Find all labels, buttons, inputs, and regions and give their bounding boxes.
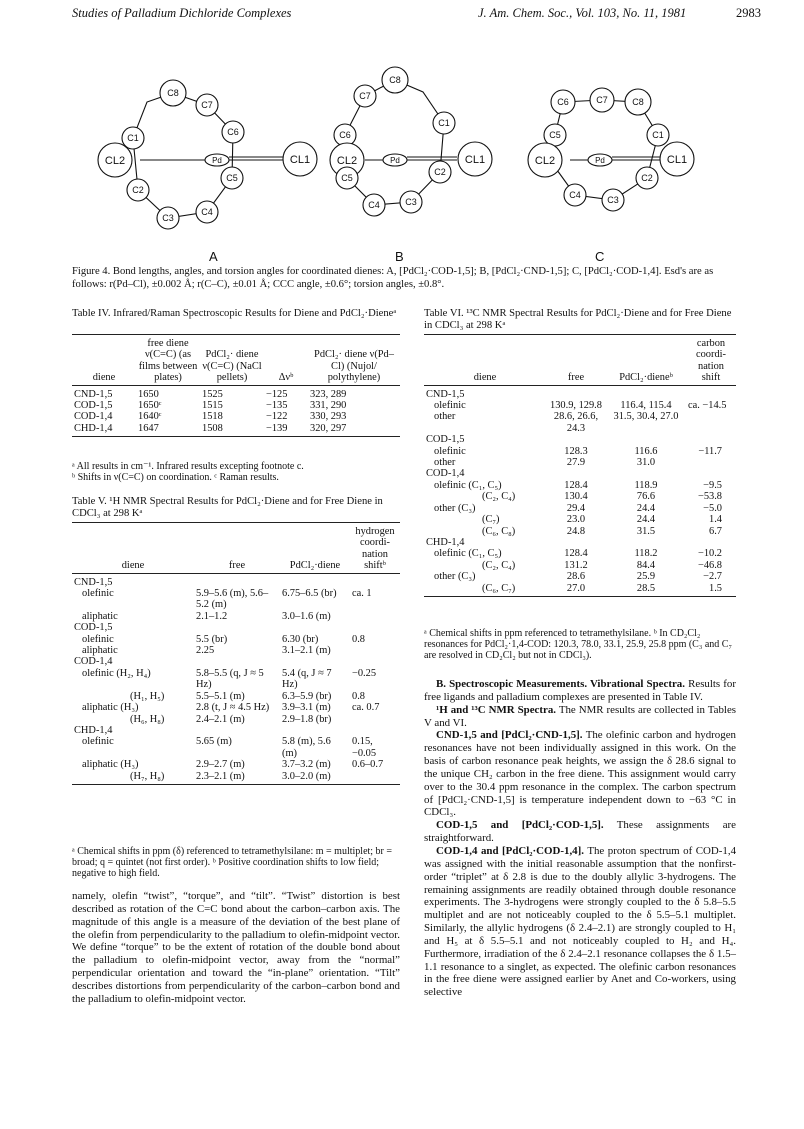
atom-label: C3 xyxy=(405,197,417,207)
atom-label: C3 xyxy=(607,195,619,205)
atom-label: CL1 xyxy=(289,154,311,166)
table-6-header: free xyxy=(546,338,606,385)
atom-label: Pd xyxy=(212,156,222,165)
atom-label: C1 xyxy=(438,118,450,128)
atom-label: C4 xyxy=(368,200,380,210)
table-5 xyxy=(72,522,400,785)
atom-label: C7 xyxy=(201,100,213,110)
table-5-header: PdCl₂·diene xyxy=(280,526,350,573)
atom-label: C8 xyxy=(167,88,179,98)
table-row: CND-1,5 xyxy=(426,388,465,400)
journal-citation: J. Am. Chem. Soc., Vol. 103, No. 11, 1981 xyxy=(478,6,687,20)
atom-label: C6 xyxy=(557,97,569,107)
table-row: (C₆, C₇) 27.0 28.5 1.5 xyxy=(424,583,736,597)
section-heading: COD-1,5 and [PdCl₂·COD-1,5]. xyxy=(436,819,604,832)
atom-label: C6 xyxy=(227,127,239,137)
table-6-caption: Table VI. ¹³C NMR Spectral Results for PdCl₂·Diene and for Free Diene in CDCl₃ at 298 Kᵃ xyxy=(424,308,732,331)
table-6-footnote: ᵃ Chemical shifts in ppm referenced to tetramethylsilane. ᵇ In CD₂Cl₂ resonances for PdCl₂·1,4-COD: 120.3, 78.0, 33.1, 25.9, 25.8 ppm (C₃ and C₇ are resolved in CD₂Cl₂ but not in CDCl₃). xyxy=(424,628,732,662)
atom-label: Pd xyxy=(390,156,400,165)
panel-label-c: C xyxy=(595,249,605,264)
paragraph: B. Spectroscopic Measurements. Vibrational Spectra. Results for free ligands and palladium complexes are presented in Table IV. xyxy=(424,678,736,703)
table-row: aliphatic (H₃) 2.8 (t, J ≈ 4.5 Hz) 3.9–3.1 (m) ca. 0.7 xyxy=(82,702,380,714)
table-row: (H₇, H₈) 2.3–2.1 (m) 3.0–2.0 (m) xyxy=(72,771,400,785)
table-4-footnote: ᵃ All results in cm⁻¹. Infrared results excepting footnote c. xyxy=(72,461,304,472)
atom-label: CL1 xyxy=(666,154,688,166)
table-row: olefinic (C₁, C₅) 128.4 118.2 −10.2 xyxy=(434,548,722,560)
paragraph: COD-1,4 and [PdCl₂·COD-1,4]. The proton spectrum of COD-1,4 was assigned with the initial reasonable assumption that the nonfirst-order “triplet” at δ 2.8 is due to the doubly allylic 3-hydrogens. The remaining assignments are readily obtained through double resonance experiments. The 3-hydrogens were strongly coupled to the δ 5.8–5.5 multiplet and are not noticeably coupled to the δ 5.5–5.1 multiplet. Similarly, the allylic hydrogens (δ 2.4–2.1) are strongly coupled to H₁ and H₅ at δ 5.5–5.1 and not noticeably coupled to H₂ and H₄. Furthermore, irradiation of the δ 2.4–2.1 resonance collapses the δ 1.5–1.1 resonance to a singlet, as expected. The olefinic carbon resonances in the free diene were assigned earlier by Anet and Co-workers, using selective xyxy=(424,844,737,999)
atom-label: CL2 xyxy=(104,155,126,167)
running-title: Studies of Palladium Dichloride Complexes xyxy=(72,6,292,20)
table-row: CHD-1,4 xyxy=(74,724,113,736)
table-row: (C₂, C₄) 131.2 84.4 −46.8 xyxy=(482,559,722,571)
table-row: aliphatic (H₃) 2.9–2.7 (m) 3.7–3.2 (m) 0.6–0.7 xyxy=(82,759,384,771)
table-row: (H₆, H₈) 2.4–2.1 (m) 2.9–1.8 (br) xyxy=(130,713,332,725)
table-6-header: diene xyxy=(424,338,546,385)
atom-label: C5 xyxy=(226,173,238,183)
table-row: aliphatic 2.25 3.1–2.1 (m) xyxy=(82,645,331,657)
table-row: (C₆, C₈) 24.8 31.5 6.7 xyxy=(482,525,722,537)
figure-caption: Figure 4. Bond lengths, angles, and torsion angles for coordinated dienes: A, [PdCl₂·COD-1,5]; B, [PdCl₂·CND-1,5]; C, [PdCl₂·COD-1,4]. Esd's are as follows: r(Pd–Cl), ±0.002 Å; r(C–C), ±0.01 Å; CCC angle, ±0.6°; torsion angles, ±0.8°. xyxy=(72,266,714,290)
table-row: CND-1,5 xyxy=(74,576,113,588)
table-5-header: free xyxy=(194,526,280,573)
atom-label: C7 xyxy=(359,91,371,101)
atom-label: C4 xyxy=(569,190,581,200)
table-4-footnote: ᵇ Shifts in ν(C=C) on coordination. ᶜ Raman results. xyxy=(72,472,279,483)
panel-label-b: B xyxy=(395,249,404,264)
table-row: COD-1,4 xyxy=(74,656,113,668)
table-6 xyxy=(424,334,736,597)
table-row: COD-1,5 xyxy=(426,434,465,446)
atom-label: CL2 xyxy=(534,155,556,167)
atom-label: C1 xyxy=(127,133,139,143)
table-row: (C₇) 23.0 24.4 1.4 xyxy=(482,514,722,526)
section-heading: ¹H and ¹³C NMR Spectra. xyxy=(436,703,557,716)
atom-label: C5 xyxy=(341,173,353,183)
paragraph: COD-1,5 and [PdCl₂·COD-1,5]. These assignments are straightforward. xyxy=(424,819,736,845)
body-text-right xyxy=(424,678,736,999)
atom-label: CL1 xyxy=(464,154,486,166)
table-row: aliphatic 2.1–1.2 3.0–1.6 (m) xyxy=(82,610,331,622)
table-row: COD-1,4 1640ᶜ 1518 −122 330, 293 xyxy=(74,411,347,423)
table-5-footnote: ᵃ Chemical shifts in ppm (δ) referenced to tetramethylsilane: m = multiplet; br = broad; q = quintet (not first order). ᵇ Positive coordination shifts to low field; negative to high field. xyxy=(72,846,393,880)
table-5-header: diene xyxy=(72,526,194,573)
table-6-header: carbon coordi- nation shift xyxy=(686,338,736,385)
atom-label: C6 xyxy=(339,130,351,140)
table-4 xyxy=(72,334,400,437)
table-row: olefinic 130.9, 129.8 116.4, 115.4 ca. −14.5 xyxy=(434,400,727,412)
table-row: olefinic (H₂, H₄) 5.8–5.5 (q, J ≈ 5 Hz) 5.4 (q, J ≈ 7 Hz) −0.25 xyxy=(82,667,377,691)
atom-label: CL2 xyxy=(336,155,358,167)
page-number: 2983 xyxy=(736,6,761,20)
table-4-header: Δνᵇ xyxy=(264,338,308,385)
paragraph: namely, olefin “twist”, “torque”, and “tilt”. “Twist” distortion is best described as rotation of the C=C bond about the carbon–carbon axis. The magnitude of this angle is a measure of the deviation of the best plane of the olefin from perpendicularity to the palladium to olefin-midpoint vector. We define “torque” to be the extent of rotation of the double bond about the palladium to olefin-midpoint vector, away from the “normal” perpendicular orientation and toward the “in-plane” orientation. “Tilt” describes distortions from perpendicularity of the carbon–carbon bond and the palladium to olefin-midpoint vector. xyxy=(72,890,400,1005)
atom-label: C2 xyxy=(434,167,446,177)
paragraph: ¹H and ¹³C NMR Spectra. The NMR results are collected in Tables V and VI. xyxy=(424,703,737,729)
table-5-header: hydrogen coordi- nation shiftᵇ xyxy=(350,526,400,573)
table-row: CHD-1,4 xyxy=(426,536,465,548)
table-row: (H₁, H₅) 5.5–5.1 (m) 6.3–5.9 (br) 0.8 xyxy=(130,690,365,702)
paragraph: CND-1,5 and [PdCl₂·CND-1,5]. The olefinic carbon and hydrogen resonances have not been individually assigned in this work. On the basis of carbon resonance peak heights, we assign the δ 28.6 signal to the unique CH₂ carbon in the free diene. This assignment would carry over to the 30.4 ppm resonance in the complex. The carbon spectrum of [PdCl₂·CND-1,5] is temperature independent down to −63 °C in CDCl₃. xyxy=(424,729,736,819)
table-row: olefinic (C₁, C₅) 128.4 118.9 −9.5 xyxy=(434,479,722,491)
atom-label: Pd xyxy=(595,156,605,165)
section-heading: B. Spectroscopic Measurements. Vibrational Spectra. xyxy=(436,678,685,690)
table-4-header: free diene ν(C=C) (as films between plates) xyxy=(136,338,200,385)
table-6-header: PdCl₂·dieneᵇ xyxy=(606,338,686,385)
atom-label: C8 xyxy=(389,75,401,85)
table-5-caption: Table V. ¹H NMR Spectral Results for PdCl₂·Diene and for Free Diene in CDCl₃ at 298 Kᵃ xyxy=(72,496,383,519)
atom-label: C4 xyxy=(201,207,213,217)
table-row: COD-1,5 1650ᶜ 1515 −135 331, 290 xyxy=(74,400,347,412)
table-4-header: PdCl₂· diene ν(C=C) (NaCl pellets) xyxy=(200,338,264,385)
body-text-left xyxy=(72,890,400,1006)
table-row: olefinic 5.5 (br) 6.30 (br) 0.8 xyxy=(82,633,365,645)
table-row: olefinic 128.3 116.6 −11.7 xyxy=(434,445,722,457)
table-row: COD-1,4 xyxy=(426,468,465,480)
section-heading: CND-1,5 and [PdCl₂·CND-1,5]. xyxy=(436,729,583,742)
table-row: (C₂, C₄) 130.4 76.6 −53.8 xyxy=(482,491,722,503)
atom-label: C2 xyxy=(641,173,653,183)
table-row: CND-1,5 1650 1525 −125 323, 289 xyxy=(74,388,347,400)
atom-label: C5 xyxy=(549,130,561,140)
atom-label: C1 xyxy=(652,130,664,140)
atom-label: C8 xyxy=(632,97,644,107)
figure-4-structures xyxy=(95,60,715,245)
table-row: olefinic 5.65 (m) 5.8 (m), 5.6 (m) 0.15, −0.05 xyxy=(82,736,377,759)
panel-label-a: A xyxy=(209,249,218,264)
table-row: other (C₃) 28.6 25.9 −2.7 xyxy=(434,571,722,583)
atom-label: C2 xyxy=(132,185,144,195)
atom-label: C3 xyxy=(162,213,174,223)
section-heading: COD-1,4 and [PdCl₂·COD-1,4]. xyxy=(436,844,584,857)
table-4-header: PdCl₂· diene ν(Pd–Cl) (Nujol/ polythylene) xyxy=(308,338,400,385)
table-row: CHD-1,4 1647 1508 −139 320, 297 xyxy=(72,423,400,437)
table-row: other (C₃) 29.4 24.4 −5.0 xyxy=(434,502,722,514)
table-row: other 27.9 31.0 xyxy=(434,457,656,469)
table-row: other 28.6, 26.6, 24.3 31.5, 30.4, 27.0 xyxy=(434,411,679,434)
table-4-caption: Table IV. Infrared/Raman Spectroscopic Results for Diene and PdCl₂·Dieneᵃ xyxy=(72,308,397,319)
table-row: COD-1,5 xyxy=(74,622,113,634)
atom-label: C7 xyxy=(596,95,608,105)
table-row: olefinic 5.9–5.6 (m), 5.6–5.2 (m) 6.75–6.5 (br) ca. 1 xyxy=(82,588,372,611)
table-4-header: diene xyxy=(72,338,136,385)
